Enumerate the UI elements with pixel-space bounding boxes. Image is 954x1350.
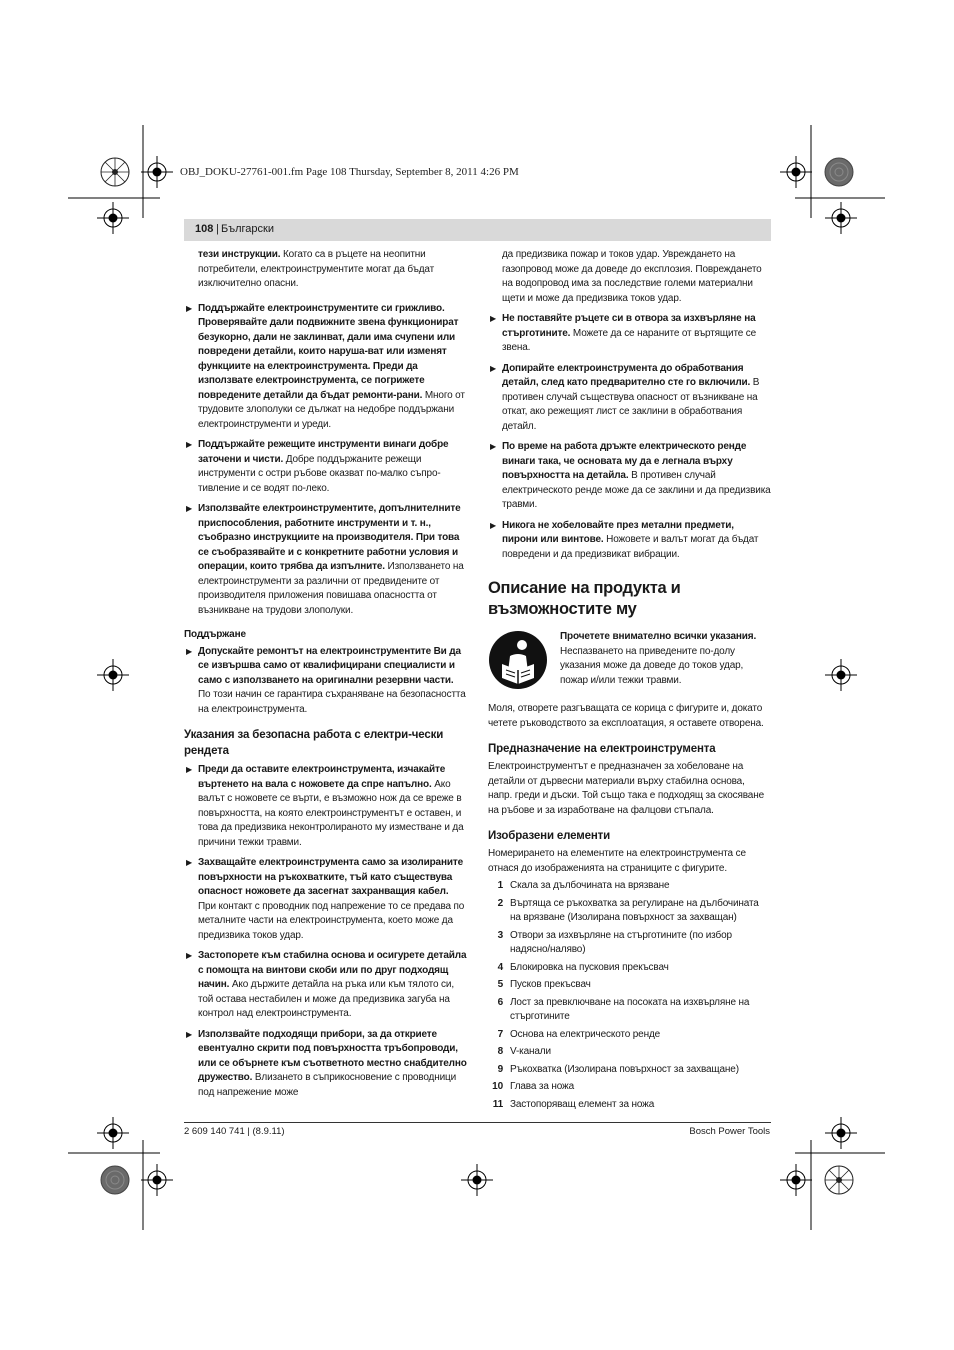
- components-intro: Номерирането на елементите на електроинструмента се отнася до изображенията на страниците с фигурите.: [488, 848, 746, 874]
- registration-mark: [780, 1164, 812, 1196]
- bullet-arrow-icon: ▶: [186, 1029, 193, 1039]
- component-item: 6 Лост за превключване на посоката на изхвърляне на стърготините: [497, 996, 750, 1022]
- component-item: 5 Пусков прекъсвач: [497, 979, 591, 990]
- purpose-heading: Предназначение на електроинструмента: [488, 743, 716, 755]
- bullet-arrow-icon: ▶: [490, 520, 497, 530]
- maintenance-heading: Поддържане: [184, 629, 246, 640]
- registration-mark: [97, 1117, 129, 1149]
- component-item: 10 Глава за ножа: [492, 1081, 574, 1092]
- registration-mark: [825, 202, 857, 234]
- left-column: [184, 248, 468, 1100]
- component-item: 3 Отвори за изхвърляне на стърготините (по избор надясно/наляво): [497, 929, 732, 955]
- header-separator: |: [216, 223, 219, 235]
- read-manual-icon: [488, 630, 548, 690]
- registration-mark: [97, 202, 129, 234]
- footer-divider: [184, 1122, 771, 1123]
- component-item: 1 Скала за дълбочината на врязване: [497, 880, 670, 891]
- list-item: ▶ Поддържайте режещите инструменти винаги добре заточени и чисти. Добре поддържаните режещи инструменти с остри ръбове оказват по-малко съпро-тивление и се водят по-леко.: [186, 439, 449, 494]
- color-target: [825, 158, 853, 186]
- list-item: тези инструкции. Когато са в ръцете на неопитни потребители, електроинструментите могат да бъдат изключително опасни.: [198, 249, 435, 289]
- bullet-arrow-icon: ▶: [490, 314, 497, 323]
- registration-mark: [97, 659, 129, 691]
- list-item: ▶ Не поставяйте ръцете си в отвора за изхвърляне на стърготините. Можете да се нараните от въртящите се звена.: [490, 313, 757, 353]
- right-column: [488, 248, 771, 1115]
- component-item: 7 Основа на електрическото ренде: [497, 1028, 661, 1040]
- list-item: ▶ Застопорете към стабилна основа и осигурете детайла с помощта на винтови скоби или по друг подходящ начин. Ако държите детайла на ръка или към тялото си, той остава нестабилен и може да предизвика загуба на контрол над електроинструмента.: [186, 950, 467, 1019]
- list-item: ▶ Преди да оставите електроинструмента, изчакайте въртенето на вала с ножовете да спре напълно. Ако валът с ножовете се върти, е възможно нож да се вреже в повърхността, на която електроинструментът е оставен, и това да предизвика неконтролираното му изместване и да причини тежки травми.: [186, 764, 464, 848]
- bullet-arrow-icon: ▶: [186, 440, 193, 449]
- component-item: 2 Въртяща се ръкохватка за регулиране на дълбочината на врязване (Изолирана повърхност за захващан): [497, 897, 759, 923]
- page-number: 108: [195, 223, 214, 235]
- list-item: ▶ Допирайте електроинструмента до обработвания детайл, след като предварително сте го включили. В противен случай съществува опасност от възникване на откат, ако режещият лист се заклини в обработвания детайл.: [490, 362, 760, 432]
- registration-mark: [141, 1164, 173, 1196]
- registration-mark: [780, 156, 812, 188]
- bullet-arrow-icon: ▶: [490, 363, 497, 373]
- component-item: 4 Блокировка на пусковия прекъсвач: [497, 961, 669, 973]
- product-heading: Описание на продукта и възможностите му: [488, 579, 681, 618]
- color-target: [101, 1166, 129, 1194]
- bullet-arrow-icon: ▶: [186, 303, 193, 313]
- components-heading: Изобразени елементи: [488, 830, 611, 842]
- bullet-arrow-icon: ▶: [186, 858, 193, 867]
- safety-heading: Указания за безопасна работа с електри-чески рендета: [184, 729, 444, 757]
- purpose-text: Електроинструментът е предназначен за хобеловане на детайли от дървесни материали върху стабилна основа, напр. греди и дъски. Той също така е подходящ за скосяване на ръбове и за изработване на фалцови стъпала.: [488, 761, 764, 816]
- registration-mark: [825, 1117, 857, 1149]
- print-slug: OBJ_DOKU-27761-001.fm Page 108 Thursday, September 8, 2011 4:26 PM: [180, 166, 519, 178]
- bullet-arrow-icon: ▶: [490, 442, 497, 451]
- registration-mark: [825, 659, 857, 691]
- bullet-arrow-icon: ▶: [186, 951, 193, 960]
- list-item: ▶ Използвайте електроинструментите, допълнителните приспособления, работните инструменти и т. н., съобразно инструкциите на производителя. При това се съобразявайте и с конкретните работни условия и операции, които трябва да изпълните. Използването на електроинструменти за различни от предвидените от производителя приложения повишава опасността от възникване на трудови злополуки.: [186, 503, 464, 616]
- footer-brand: Bosch Power Tools: [689, 1126, 770, 1137]
- list-item: ▶ Използвайте подходящи прибори, за да откриете евентуално скрити под повърхността тръбопроводи, или се обърнете към съответното местно снабдително дружество. Влизането в съприкосновение с проводници под напрежение може: [186, 1028, 467, 1098]
- component-item: 8 V-канали: [497, 1046, 551, 1057]
- bullet-arrow-icon: ▶: [186, 646, 193, 656]
- component-item: 11 Застопоряващ елемент за ножа: [492, 1098, 655, 1110]
- list-item: ▶ Поддържайте електроинструментите си грижливо. Проверявайте дали подвижните звена функционират безукорно, дали не заклинват, дали има счупени или повредени детайли, които наруша-ват или изменят функциите на електроинструмента. Преди да използвате електроинструмента, се погрижете повредените детайли да бъдат ремонти-рани. Много от трудовите злополуки се дължат на недобре поддържани електроинструменти и уреди.: [186, 302, 465, 430]
- registration-mark: [461, 1164, 493, 1196]
- footer-doc-number: 2 609 140 741 | (8.9.11): [184, 1126, 285, 1137]
- list-item: ▶ Захващайте електроинструмента само за изолираните повърхности на ръкохватките, тъй като съществува опасност ножовете да засегнат захранващия кабел. При контакт с проводник под напрежение то се предава по металните части на електроинструмента, което може да предизвика токов удар.: [186, 857, 465, 941]
- read-instructions-warning: Прочетете внимателно всички указания. Неспазването на приведените по-долу указания може да доведе до токов удар, пожар и/или тежки травми.: [488, 630, 771, 694]
- registration-mark: [141, 156, 173, 188]
- continued-text: да предизвика пожар и токов удар. Увреждането на газопровод може да доведе до експлозия. Повреждането на водопровод има за последствие големи материални щети и може да предизвика токов удар.: [502, 249, 762, 304]
- bullet-arrow-icon: ▶: [186, 504, 193, 513]
- list-item: ▶ По време на работа дръжте електрическото ренде винаги така, че основата му да е легнала върху повърхността на детайла. В противен случай електрическото ренде може да се заклини и да предизвика травми.: [490, 441, 771, 510]
- section-language: Български: [221, 223, 274, 235]
- bullet-arrow-icon: ▶: [186, 765, 193, 774]
- list-item: ▶ Никога не хобеловайте през метални предмети, пирони или винтове. Ножовете и валът могат да бъдат повредени и да предизвикат вибрации.: [490, 519, 759, 560]
- component-item: 9 Ръкохватка (Изолирана повърхност за захващане): [497, 1063, 739, 1075]
- list-item: ▶ Допускайте ремонтът на електроинструментите Ви да се извършва само от квалифицирани специалисти и само с използването на оригинални резервни части. По този начин се гарантира съхраняване на безопасността на електроинструмента.: [186, 645, 466, 715]
- fold-out-note: Моля, отворете разгъващата се корица с фигурите и, докато четете ръководството за експлоатация, я оставете отворена.: [488, 703, 764, 729]
